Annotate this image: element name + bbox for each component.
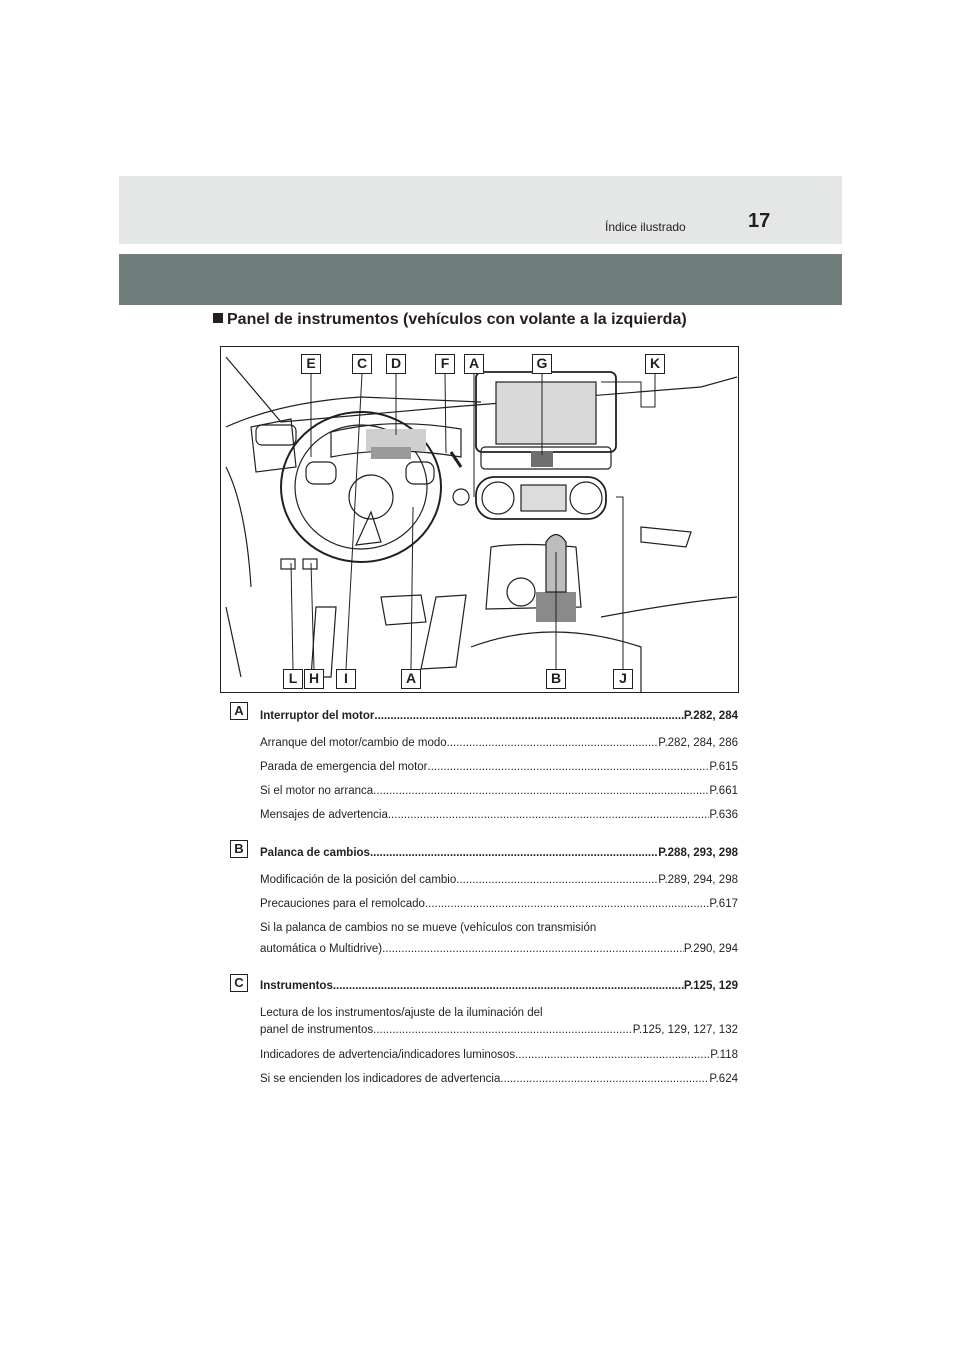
entry-item-text: Modificación de la posición del cambio — [260, 874, 457, 886]
entry-item-row — [260, 943, 738, 955]
entry-marker-a: A — [230, 702, 248, 720]
callout-g: G — [532, 354, 552, 374]
callout-a-bottom: A — [401, 669, 421, 689]
entry-item-text: Mensajes de advertencia — [260, 809, 388, 821]
entry-item-pages: P.118 — [710, 1049, 738, 1061]
callout-l: L — [283, 669, 303, 689]
leader-dots — [373, 1024, 633, 1036]
entry-pages: P.282, 284 — [683, 710, 738, 722]
entry-item-row — [260, 874, 738, 886]
entry-item-text: Arranque del motor/cambio de modo — [260, 737, 447, 749]
dashboard-drawing — [221, 347, 738, 692]
entry-item-line1: Si la palanca de cambios no se mueve (vehículos con transmisión — [260, 922, 597, 934]
leader-dots — [425, 898, 709, 910]
header-band — [119, 176, 842, 244]
callout-i: I — [336, 669, 356, 689]
leader-dots — [500, 1073, 709, 1085]
entry-title-row — [260, 980, 738, 992]
entry-title-row — [260, 710, 738, 722]
entry-item-pages: P.125, 129, 127, 132 — [632, 1024, 738, 1036]
callout-c: C — [352, 354, 372, 374]
leader-dots — [382, 943, 684, 955]
title-band — [119, 254, 842, 305]
callout-b: B — [546, 669, 566, 689]
entry-marker-c: C — [230, 974, 248, 992]
entry-item-row — [260, 761, 738, 773]
leader-dots — [428, 761, 710, 773]
leader-dots — [374, 710, 683, 722]
leader-dots — [373, 785, 709, 797]
panel-heading-text: Panel de instrumentos (vehículos con volante a la izquierda) — [227, 311, 687, 328]
entry-item-text: panel de instrumentos — [260, 1024, 374, 1036]
entry-item-text: Precauciones para el remolcado — [260, 898, 425, 910]
entry-item-pages: P.617 — [709, 898, 738, 910]
entry-item-pages: P.661 — [709, 785, 738, 797]
entry-title: Interruptor del motor — [260, 710, 375, 722]
entry-title: Instrumentos — [260, 980, 333, 992]
callout-f: F — [435, 354, 455, 374]
entry-item-text: Si el motor no arranca — [260, 785, 374, 797]
panel-heading — [213, 311, 687, 329]
callout-a-top: A — [464, 354, 484, 374]
dashboard-illustration — [220, 346, 739, 693]
entry-marker-b: B — [230, 840, 248, 858]
square-bullet-icon — [213, 313, 223, 323]
entry-item-text: Indicadores de advertencia/indicadores luminosos — [260, 1049, 516, 1061]
entry-item-row — [260, 785, 738, 797]
entry-pages: P.125, 129 — [683, 980, 738, 992]
entry-item-pages: P.282, 284, 286 — [658, 737, 738, 749]
callout-j: J — [613, 669, 633, 689]
entry-item-pages: P.636 — [709, 809, 738, 821]
entry-item-pages: P.289, 294, 298 — [658, 874, 738, 886]
leader-dots — [333, 980, 684, 992]
page-number: 17 — [748, 210, 771, 232]
entry-title-row — [260, 847, 738, 859]
entry-item-text: Si se encienden los indicadores de advertencia — [260, 1073, 501, 1085]
entry-item-row — [260, 737, 738, 749]
callout-d: D — [386, 354, 406, 374]
entry-title: Palanca de cambios — [260, 847, 370, 859]
leader-dots — [456, 874, 658, 886]
entry-item-row — [260, 809, 738, 821]
entry-item-row — [260, 1024, 738, 1036]
entry-item-pages: P.290, 294 — [683, 943, 738, 955]
callout-k: K — [645, 354, 665, 374]
section-title: Índice ilustrado — [605, 220, 686, 234]
entry-pages: P.288, 293, 298 — [658, 847, 738, 859]
leader-dots — [388, 809, 710, 821]
leader-dots — [515, 1049, 710, 1061]
entry-item-text: Parada de emergencia del motor — [260, 761, 428, 773]
entry-item-pages: P.615 — [709, 761, 738, 773]
entry-item-row — [260, 1073, 738, 1085]
entry-item-line1: Lectura de los instrumentos/ajuste de la iluminación del — [260, 1007, 543, 1019]
entry-item-text: automática o Multidrive) — [260, 943, 383, 955]
leader-dots — [370, 847, 658, 859]
callout-h: H — [304, 669, 324, 689]
callout-e: E — [301, 354, 321, 374]
entry-item-row — [260, 1049, 738, 1061]
leader-dots — [447, 737, 659, 749]
entry-item-row — [260, 898, 738, 910]
entry-item-pages: P.624 — [709, 1073, 738, 1085]
